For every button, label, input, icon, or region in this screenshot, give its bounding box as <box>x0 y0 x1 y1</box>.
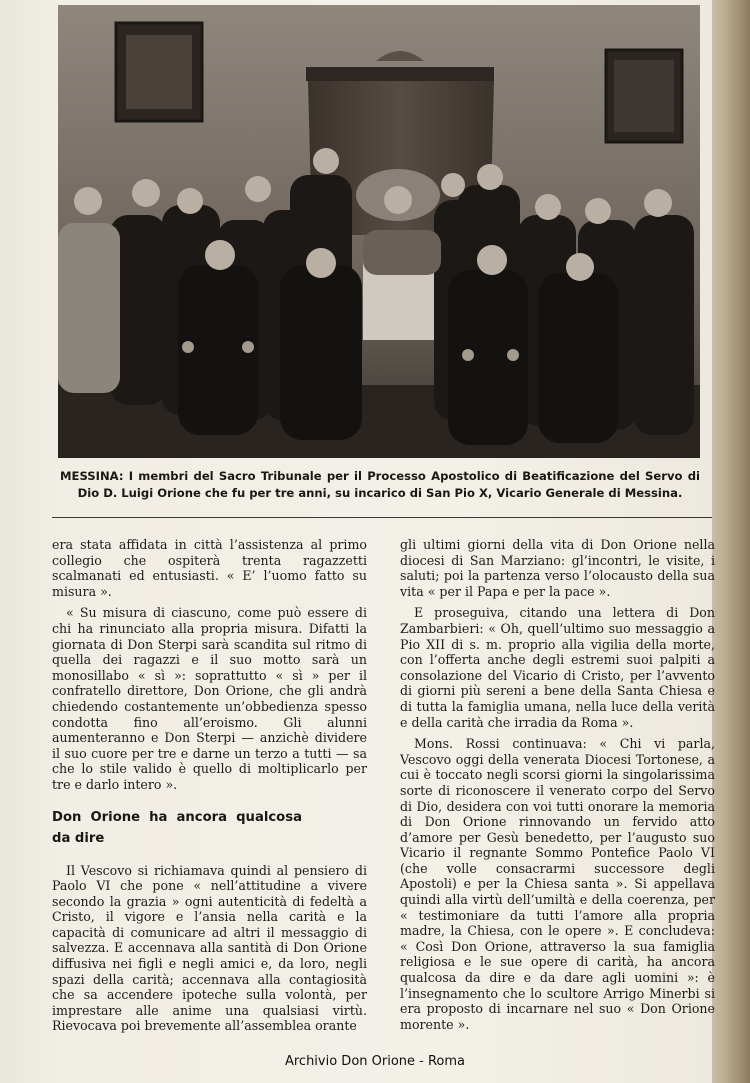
left-paragraph-2: « Su misura di ciascuno, come può essere di chi ha rinunciato alla propria misura. Difatti la giornata di Don Sterpi sarà scandita sul ritmo di quella dei ragazzi e il suo motto sarà un monosillabo « sì »: soprattutto « sì » per il confratello direttore, Don Orione, che gli andrà chiedendo costantemente un’obbedienza spesso condotta fino all’eroismo. Gli alunni aumenteranno e Don Sterpi — anzichè dividere il suo cuore per tre e darne un terzo a tutti — sa che lo stile valido è quello di moltiplicarlo per tre e darlo intero ». <box>52 605 367 792</box>
right-paragraph-3: Mons. Rossi continuava: « Chi vi parla, Vescovo oggi della venerata Diocesi Tortonese, a cui è toccato negli scorsi giorni la singolarissima sorte di riconoscere il venerato corpo del Servo di Dio, desidera con voi tutti onorare la memoria di Don Orione rinnovando un fervido atto d’amore per Gesù benedetto, per l’augusto suo Vicario il regnante Sommo Pontefice Paolo VI (che volle consacrarmi successore degli Apostoli) e per la Chiesa santa ». Si appellava quindi alla virtù dell’umiltà e della coerenza, per « testimoniare da tutti l’amore alla propria madre, la Chiesa, con le opere ». E concludeva: « Così Don Orione, attraverso la sua famiglia religiosa e le sue opere di carità, ha ancora qualcosa da dire e da dare agli uomini »: è l’insegnamento che lo scultore Arrigo Minerbi si era proposto di incarnare nel suo « Don Orione morente ». <box>400 736 715 1032</box>
photo-caption: MESSINA: I membri del Sacro Tribunale per il Processo Apostolico di Beatificazione del Servo di Dio D. Luigi Orione che fu per tre anni, su incarico di San Pio X, Vicario Generale di Messina. <box>60 469 700 500</box>
right-paragraph-1: gli ultimi giorni della vita di Don Orione nella diocesi di San Marziano: gl’incontri, le visite, i saluti; poi la partenza verso l’olocausto della sua vita « per il Papa e per la pace ». <box>400 537 715 599</box>
left-text-column <box>52 537 367 1040</box>
left-paragraph-3: Il Vescovo si richiamava quindi al pensiero di Paolo VI che pone « nell’attitudine a vivere secondo la grazia » ogni autenticità di fedeltà a Cristo, il vigore e l’ansia nella carità e la capacità di comunicare ad altri il messaggio di salvezza. E accennava alla santità di Don Orione diffusiva nei figli e negli amici e, da loro, negli spazi della carità; accennava alla contagiosità che sa accendere ipoteche sulla volontà, per imprestare alle anime una qualsiasi virtù. Rievocava poi brevemente all’assemblea orante <box>52 862 367 1034</box>
group-photo <box>58 5 700 458</box>
divider-line <box>52 517 712 518</box>
section-heading: Don Orione ha ancora qualcosa da dire <box>52 809 302 846</box>
page-binding-edge <box>712 0 750 1083</box>
left-paragraph-1: era stata affidata in città l’assistenza al primo collegio che ospiterà trenta ragazzetti scalmanati ed entusiasti. « E’ l’uomo fatto su misura ». <box>52 537 367 599</box>
archive-footer: Archivio Don Orione - Roma <box>284 1054 466 1069</box>
group-photo-image <box>58 5 700 458</box>
right-paragraph-2: E proseguiva, citando una lettera di Don Zambarbieri: « Oh, quell’ultimo suo messaggio a Pio XII di s. m. proprio alla vigilia della morte, con l’offerta anche degli estremi suoi palpiti a consolazione del Vicario di Cristo, per l’avvento di giorni più sereni a bene della Santa Chiesa e di tutta la famiglia umana, nella luce della verità e della carità che irradia da Roma ». <box>400 605 715 730</box>
right-text-column <box>400 537 715 1038</box>
